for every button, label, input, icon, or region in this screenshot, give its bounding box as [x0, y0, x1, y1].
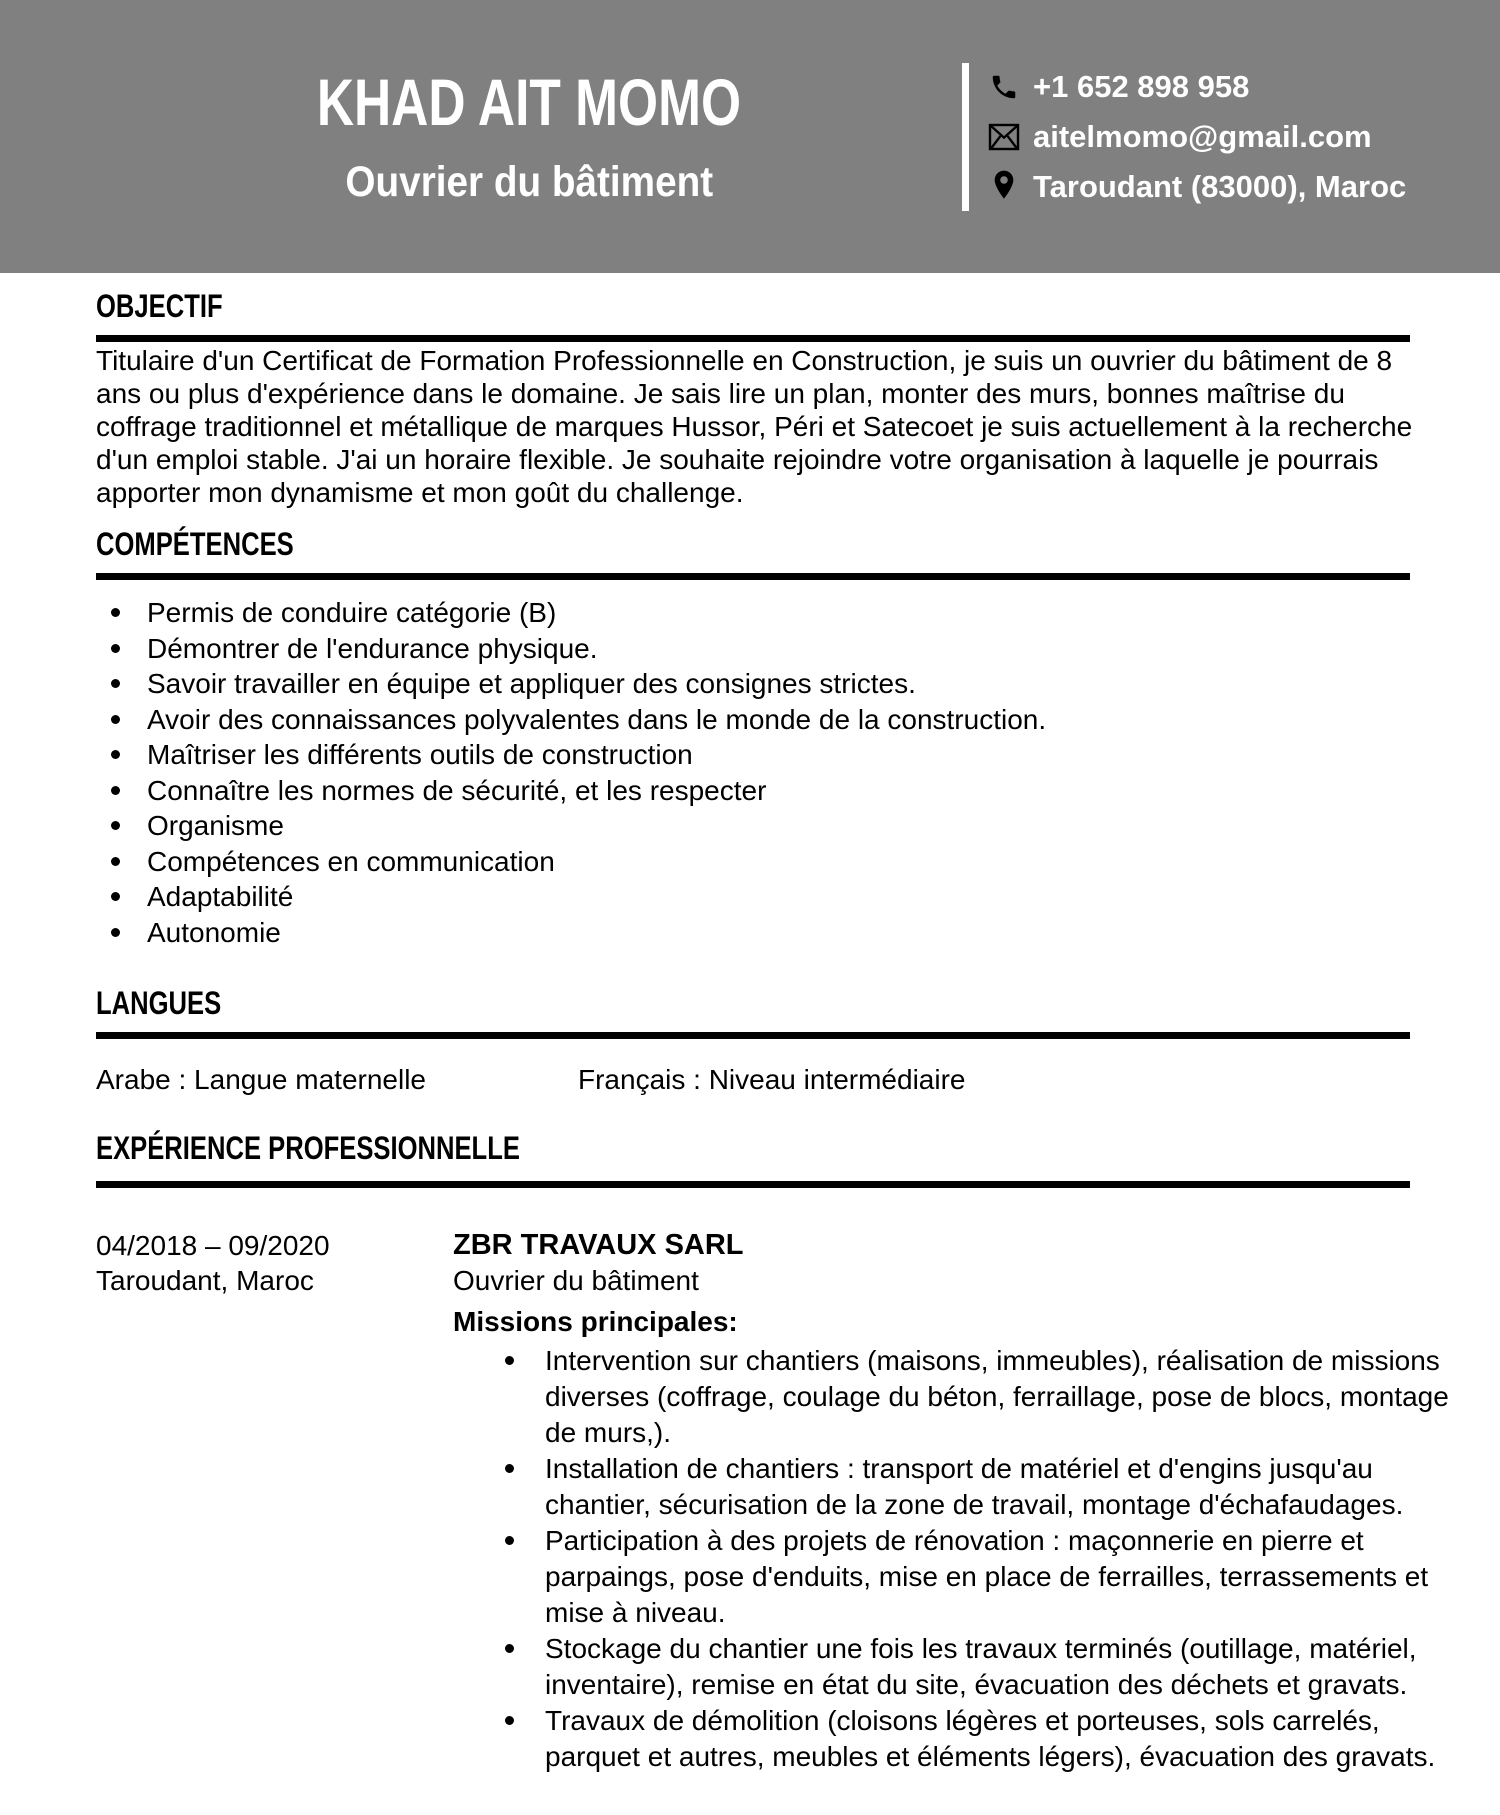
job-location: Taroudant, Maroc	[96, 1265, 314, 1296]
location-text: Taroudant (83000), Maroc	[1033, 168, 1407, 204]
skill-item: Connaître les normes de sécurité, et les respecter	[96, 773, 1445, 809]
section-langues	[96, 984, 1445, 1095]
section-experience	[96, 1129, 1449, 1775]
contact-phone	[985, 69, 1406, 105]
job-role: Ouvrier du bâtiment	[453, 1265, 699, 1296]
job-company: ZBR TRAVAUX SARL	[453, 1229, 744, 1261]
job-dates: 04/2018 – 09/2020	[96, 1230, 330, 1261]
mission-item: Stockage du chantier une fois les travaux terminés (outillage, matériel, inventaire), remise en état du site, évacuation des déchets et gravats.	[453, 1631, 1468, 1703]
contact-email	[985, 119, 1406, 155]
skill-item: Compétences en communication	[96, 844, 1445, 880]
objectif-heading: OBJECTIF	[96, 288, 223, 324]
skill-item: Permis de conduire catégorie (B)	[96, 595, 1445, 631]
header-identity	[0, 65, 962, 206]
language-item: Arabe : Langue maternelle	[96, 1064, 426, 1095]
phone-icon	[985, 72, 1023, 102]
candidate-name: KHAD AIT MOMO	[316, 65, 742, 139]
mission-item: Participation à des projets de rénovation : maçonnerie en pierre et parpaings, pose d'enduits, mise en place de ferrailles, terrassements et mise à niveau.	[453, 1523, 1468, 1631]
candidate-title: Ouvrier du bâtiment	[345, 158, 713, 206]
langues-heading: LANGUES	[96, 985, 222, 1021]
experience-heading: EXPÉRIENCE PROFESSIONNELLE	[96, 1130, 520, 1166]
skill-item: Autonomie	[96, 915, 1445, 951]
section-objectif	[96, 287, 1445, 509]
skill-item: Avoir des connaissances polyvalentes dans le monde de la construction.	[96, 702, 1445, 738]
skill-item: Maîtriser les différents outils de construction	[96, 737, 1445, 773]
langues-rule	[96, 1032, 1410, 1039]
header-band	[0, 0, 1500, 273]
language-item: Français : Niveau intermédiaire	[578, 1064, 966, 1095]
competences-rule	[96, 573, 1410, 580]
competences-heading: COMPÉTENCES	[96, 526, 294, 562]
missions-label: Missions principales:	[453, 1306, 738, 1337]
job-entry	[96, 1228, 1449, 1775]
job-meta	[96, 1228, 453, 1775]
phone-number: +1 652 898 958	[1033, 68, 1250, 104]
skill-item: Démontrer de l'endurance physique.	[96, 631, 1445, 667]
skill-item: Savoir travailler en équipe et appliquer des consignes strictes.	[96, 666, 1445, 702]
objectif-rule	[96, 335, 1410, 342]
header-divider	[962, 63, 969, 211]
email-address: aitelmomo@gmail.com	[1033, 118, 1372, 154]
mission-item: Intervention sur chantiers (maisons, immeubles), réalisation de missions diverses (coffrage, coulage du béton, ferraillage, pose de blocs, montage de murs,).	[453, 1343, 1468, 1451]
objectif-paragraph: Titulaire d'un Certificat de Formation Professionnelle en Construction, je suis un ouvrier du bâtiment de 8 ans ou plus d'expérience dans le domaine. Je sais lire un plan, monter des murs, bonnes maîtrise du coffrage traditionnel et métallique de marques Hussor, Péri et Satecoet je suis actuellement à la recherche d'un emploi stable. J'ai un horaire flexible. Je souhaite rejoindre votre organisation à laquelle je pourrais apporter mon dynamisme et mon goût du challenge.	[96, 345, 1413, 508]
location-icon	[985, 169, 1023, 205]
contact-block	[985, 69, 1406, 205]
mission-item: Installation de chantiers : transport de matériel et d'engins jusqu'au chantier, sécurisation de la zone de travail, montage d'échafaudages.	[453, 1451, 1468, 1523]
skill-item: Adaptabilité	[96, 879, 1445, 915]
mission-item: Travaux de démolition (cloisons légères et porteuses, sols carrelés, parquet et autres, meubles et éléments légers), évacuation des gravats.	[453, 1703, 1468, 1775]
cv-body	[0, 287, 1500, 1775]
missions-list	[453, 1343, 1468, 1775]
email-icon	[985, 123, 1023, 151]
skills-list	[96, 595, 1445, 950]
contact-location	[985, 169, 1406, 205]
experience-rule	[96, 1181, 1410, 1188]
languages-row	[96, 1065, 1445, 1095]
section-competences	[96, 525, 1445, 950]
job-details	[453, 1228, 1468, 1775]
skill-item: Organisme	[96, 808, 1445, 844]
